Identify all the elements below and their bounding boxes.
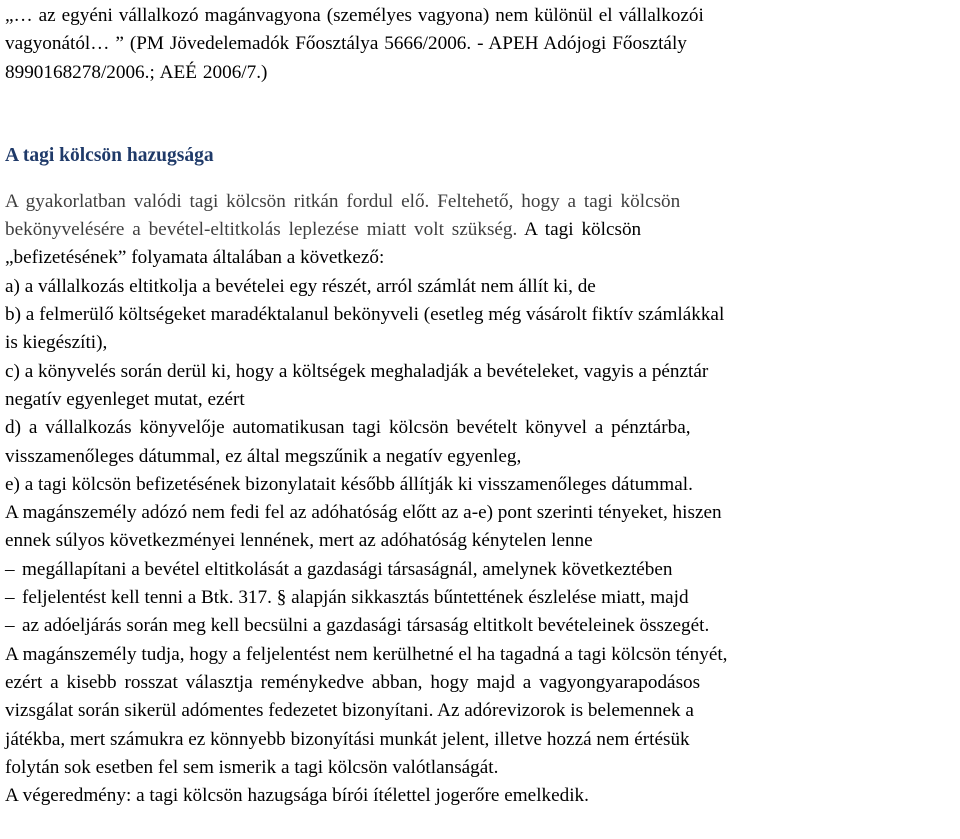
paragraph-line: folytán sok esetben fel sem ismerik a tagi kölcsön valótlanságát.: [5, 756, 499, 778]
intro-line: „… az egyéni vállalkozó magánvagyona (személyes vagyona) nem különül el vállalkozói: [5, 5, 704, 26]
step-b: b) a felmerülő költségeket maradéktalanul bekönyveli (esetleg még vásárolt fiktív számlákkal: [5, 304, 725, 326]
intro-line: 8990168278/2006.; AEÉ 2006/7.): [5, 61, 268, 83]
paragraph-text-gray: bekönyvelésére a bevétel-eltitkolás leplezése miatt volt szükség.: [5, 219, 518, 241]
section-heading: A tagi kölcsön hazugsága: [5, 144, 214, 166]
step-c: c) a könyvelés során derül ki, hogy a költségek meghaladják a bevételeket, vagyis a pénztár: [5, 360, 709, 382]
paragraph-line: játékba, mert számukra ez könnyebb bizonyítási munkát jelent, illetve hozzá nem értésük: [5, 728, 690, 750]
paragraph-line: A magánszemély tudja, hogy a feljelentést nem kerülhetné el ha tagadná a tagi kölcsön tényét,: [5, 643, 728, 665]
paragraph-line: [5, 216, 955, 244]
steps-list: [5, 273, 955, 499]
dash-item-text: feljelentést kell tenni a Btk. 317. § alapján sikkasztás bűntettének észlelése miatt, majd: [22, 587, 689, 609]
paragraph-consequences: [5, 499, 955, 640]
step-e: e) a tagi kölcsön befizetésének bizonylatait később állítják ki visszamenőleges dátummal.: [5, 473, 693, 495]
dash-mark: –: [5, 587, 15, 609]
spacer: [5, 87, 955, 142]
paragraph-taxpayer: [5, 641, 955, 782]
paragraph-line: ennek súlyos következményei lennének, mert az adóhatóság kénytelen lenne: [5, 530, 593, 552]
paragraph-line: vizsgálat során sikerül adómentes fedezetet bizonyítani. Az adórevizorok is belemennek a: [5, 700, 694, 722]
dash-mark: –: [5, 558, 15, 580]
paragraph-line: ezért a kisebb rosszat választja reménykedve abban, hogy majd a vagyongyarapodásos: [5, 671, 701, 693]
paragraph-line: „befizetésének” folyamata általában a következő:: [5, 247, 385, 269]
dash-item-text: az adóeljárás során meg kell becsülni a gazdasági társaság eltitkolt bevételeinek összegét.: [22, 615, 710, 637]
dash-mark: –: [5, 615, 15, 637]
paragraph-intro: [5, 188, 955, 273]
step-d: d) a vállalkozás könyvelője automatikusan tagi kölcsön bevételt könyvel a pénztárba,: [5, 417, 691, 439]
paragraph-line: A gyakorlatban valódi tagi kölcsön ritkán fordul elő. Feltehető, hogy a tagi kölcsön: [5, 190, 681, 212]
intro-line: vagyonától… ” (PM Jövedelemadók Főosztálya 5666/2006. - APEH Adójogi Főosztály: [5, 33, 687, 55]
conclusion: A végeredmény: a tagi kölcsön hazugsága bírói ítélettel jogerőre emelkedik.: [5, 785, 589, 807]
dash-item-text: megállapítani a bevétel eltitkolását a gazdasági társaságnál, amelynek következtében: [22, 558, 673, 580]
dash-item: [5, 584, 955, 612]
intro-quote: [5, 2, 955, 87]
step-b-cont: is kiegészíti),: [5, 332, 108, 354]
step-c-cont: negatív egyenleget mutat, ezért: [5, 388, 245, 410]
paragraph-line: A magánszemély adózó nem fedi fel az adóhatóság előtt az a-e) pont szerinti tényeket, hiszen: [5, 502, 722, 524]
step-d-cont: visszamenőleges dátummal, ez által megszűnik a negatív egyenleg,: [5, 445, 522, 467]
dash-item: [5, 556, 955, 584]
paragraph-text: A tagi kölcsön: [517, 219, 642, 241]
dash-item: [5, 612, 955, 640]
step-a: a) a vállalkozás eltitkolja a bevételei egy részét, arról számlát nem állít ki, de: [5, 275, 596, 297]
document-page: [5, 2, 955, 810]
